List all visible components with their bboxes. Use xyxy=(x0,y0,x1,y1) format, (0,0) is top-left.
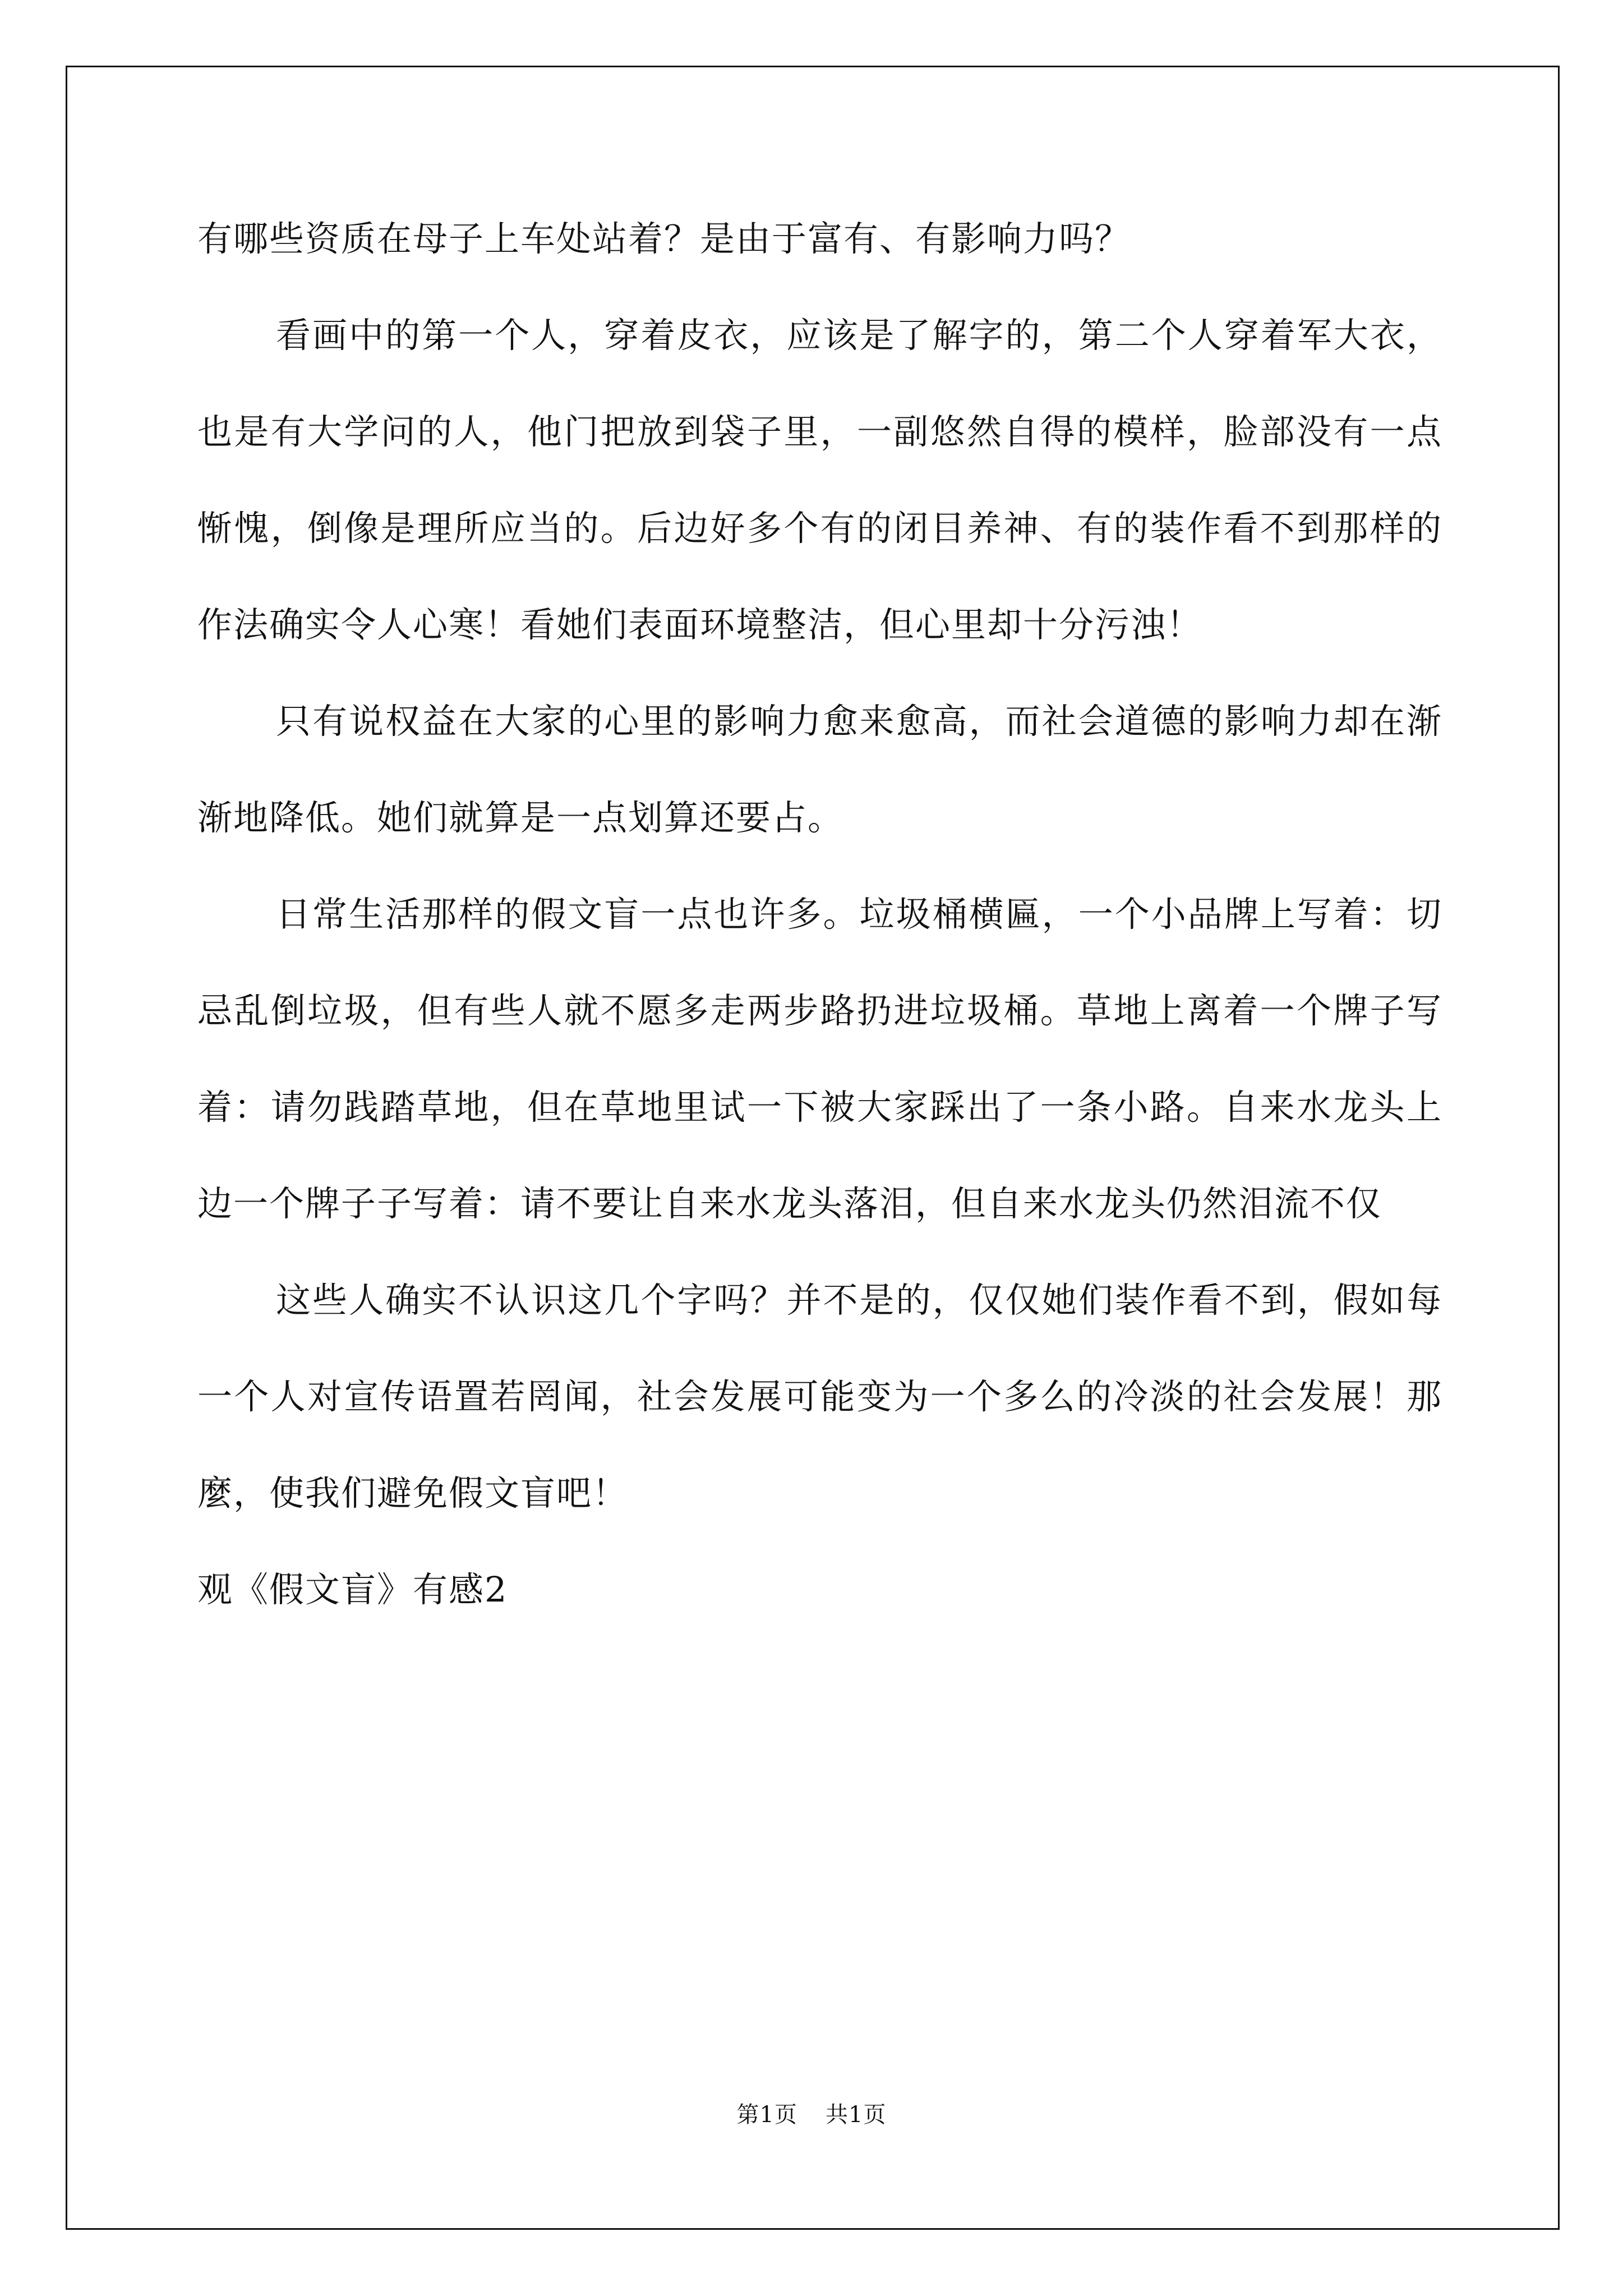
paragraph-4: 日常生活那样的假文盲一点也许多。垃圾桶横匾，一个小品牌上写着：切忌乱倒垃圾，但有些人就不愿多走两步路扔进垃圾桶。草地上离着一个牌子写着：请勿践踏草地，但在草地里试一下被大家踩出了一条小路。自来水龙头上边一个牌子子写着：请不要让自来水龙头落泪，但自来水龙头仍然泪流不仅 xyxy=(197,894,1442,1224)
section-heading: 观《假文盲》有感2 xyxy=(197,1569,508,1610)
page-number: 第1页 xyxy=(736,2102,797,2128)
paragraph-1: 有哪些资质在母子上车处站着？是由于富有、有影响力吗？ xyxy=(197,218,1131,259)
paragraph-3: 只有说权益在大家的心里的影响力愈来愈高，而社会道德的影响力却在渐渐地降低。她们就算是一点划算还要占。 xyxy=(197,701,1442,838)
document-body xyxy=(197,191,1442,1638)
paragraph-2: 看画中的第一个人，穿着皮衣，应该是了解字的，第二个人穿着军大衣，也是有大学问的人，他门把放到袋子里，一副悠然自得的模样，脸部没有一点惭愧，倒像是理所应当的。后边好多个有的闭目养神、有的装作看不到那样的作法确实令人心寒！看她们表面环境整洁，但心里却十分污浊！ xyxy=(197,315,1442,645)
paragraph-5: 这些人确实不认识这几个字吗？并不是的，仅仅她们装作看不到，假如每一个人对宣传语置若罔闻，社会发展可能变为一个多么的冷淡的社会发展！那麼，使我们避免假文盲吧！ xyxy=(197,1280,1442,1513)
page-total: 共1页 xyxy=(826,2102,887,2128)
page-footer xyxy=(0,2097,1623,2129)
